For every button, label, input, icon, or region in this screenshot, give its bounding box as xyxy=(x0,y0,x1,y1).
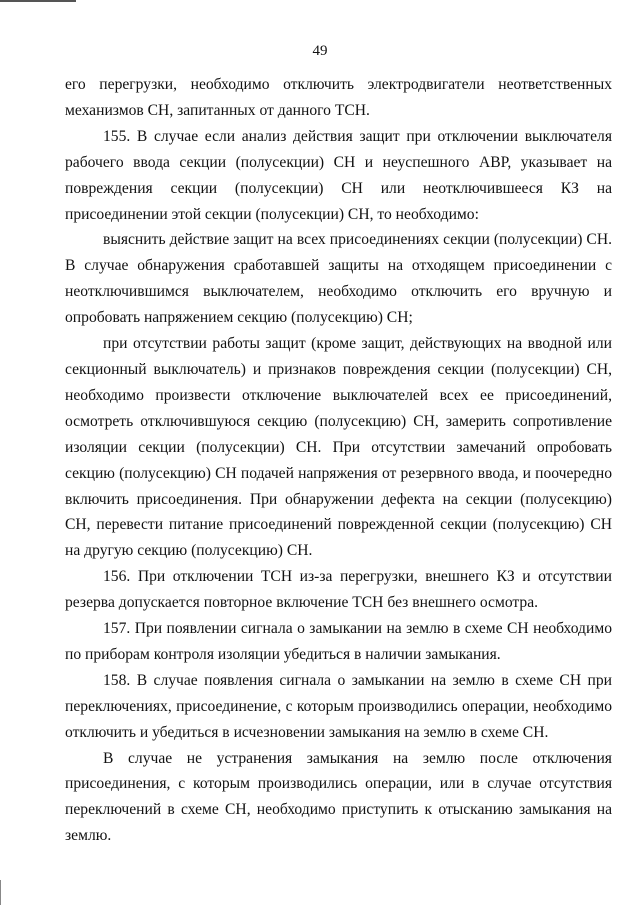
paragraph-157: 157. При появлении сигнала о замыкании на землю в схеме СН необходимо по приборам контроля изоляции убедиться в наличии замыкания. xyxy=(65,620,612,663)
paragraph-155-item-1: выяснить действие защит на всех присоединениях секции (полусекции) СН. В случае обнаружения сработавшей защиты на отходящем присоединении с неотключившимся выключателем, необходимо отключить его вручную и опробовать напряжением секцию (полусекцию) СН; xyxy=(65,231,612,327)
paragraph-155-item-2: при отсутствии работы защит (кроме защит, действующих на вводной или секционный выключатель) и признаков повреждения секции (полусекции) СН, необходимо произвести отключение выключателей всех ее присоединений, осмотреть отключившуюся секцию (полусекцию) СН, замерить сопротивление изоляции секции (полусекции) СН. При отсутствии замечаний опробовать секцию (полусекцию) СН подачей напряжения от резервного ввода, и поочередно включить присоединения. При обнаружении дефекта на секции (полусекцию) СН, перевести питание присоединений поврежденной секции (полусекцию) СН на другую секцию (полусекцию) СН. xyxy=(65,335,612,560)
paragraph-156: 156. При отключении ТСН из-за перегрузки, внешнего КЗ и отсутствии резерва допускается повторное включение ТСН без внешнего осмотра. xyxy=(65,568,612,612)
paragraph-155: 155. В случае если анализ действия защит при отключении выключателя рабочего ввода секции (полусекции) СН и неуспешного АВР, указывает на повреждения секции (полусекции) СН или неотключившееся КЗ на присоединении этой секции (полусекции) СН, то необходимо: xyxy=(65,127,612,223)
scan-edge-mark xyxy=(0,880,1,905)
page-number: 49 xyxy=(312,43,328,59)
paragraph-158: 158. В случае появления сигнала о замыкании на землю в схеме СН при переключениях, присоединение, с которым производились операции, необходимо отключить и убедиться в исчезновении замыкания на землю в схеме СН. xyxy=(65,671,612,741)
top-edge-rule xyxy=(0,0,76,2)
document-body xyxy=(65,72,612,849)
paragraph-continuation: его перегрузки, необходимо отключить электродвигатели неответственных механизмов СН, запитанных от данного ТСН. xyxy=(65,76,612,119)
paragraph-158-continuation: В случае не устранения замыкания на землю после отключения присоединения, с которым производились операции, или в случае отсутствия переключений в схеме СН, необходимо приступить к отысканию замыкания на землю. xyxy=(65,749,612,845)
